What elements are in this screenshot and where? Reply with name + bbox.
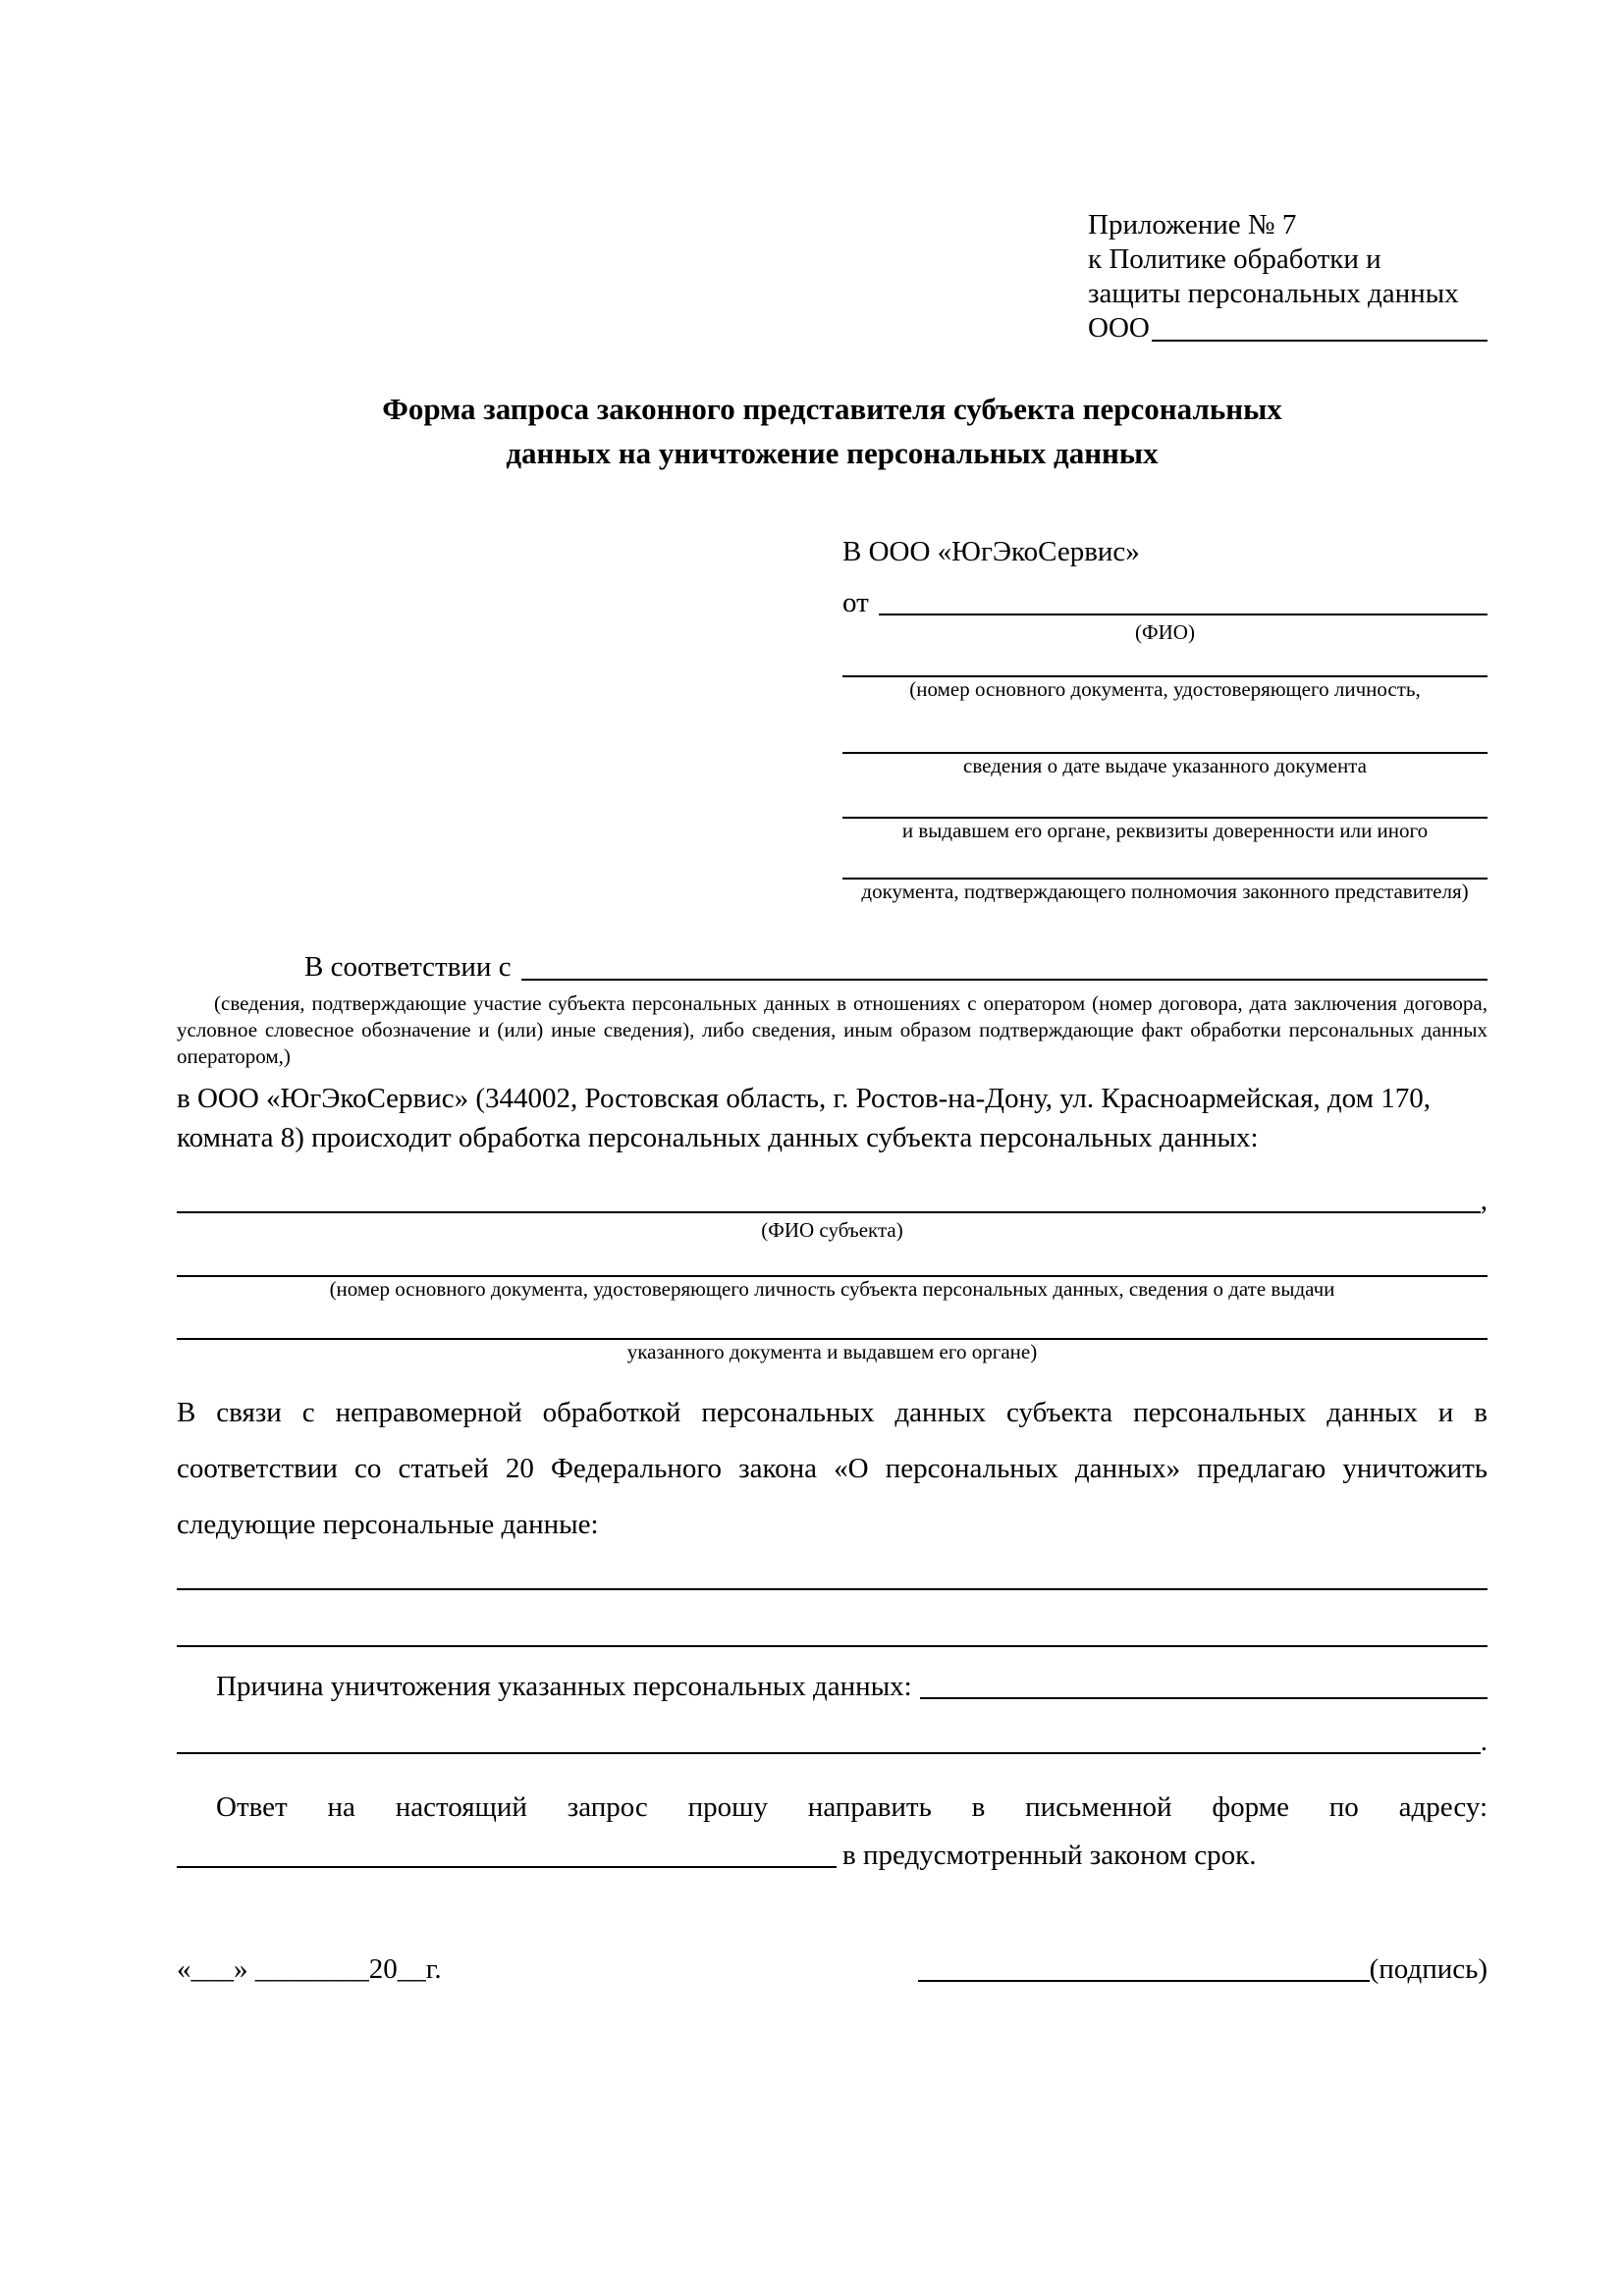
data-blank-line-1 [177, 1553, 1488, 1590]
data-blank-line-2 [177, 1590, 1488, 1647]
subject-doc-blank-line-2 [177, 1301, 1488, 1340]
demand-paragraph: В связи с неправомерной обработкой персональных данных субъекта персональных данных и в соответствии со статьей 20 Федерального закона «О персональных данных» предлагаю уничтожить следующие персональные данные: [177, 1397, 1488, 1540]
subject-doc-caption-1: (номер основного документа, удостоверяющего личность субъекта персональных данных, сведения о дате выдачи [329, 1277, 1335, 1301]
identity-caption-2: сведения о дате выдаче указанного документа [963, 754, 1367, 777]
addressee-block [842, 534, 1488, 903]
accordance-blank-line [521, 948, 1488, 981]
addressee-from-row [842, 585, 1488, 620]
annex-ooo-blank-line [1152, 340, 1488, 342]
operator-paragraph: в ООО «ЮгЭкоСервис» (344002, Ростовская область, г. Ростов-на-Дону, ул. Красноармейская, дом 170, комната 8) происходит обработка персональных данных субъекта персональных данных: [177, 1083, 1431, 1153]
annex-line-1: Приложение № 7 [1088, 209, 1297, 240]
reason-label: Причина уничтожения указанных персональных данных: [216, 1671, 912, 1702]
signature-blank-line [918, 1951, 1370, 1982]
annex-header [1088, 0, 1488, 346]
subject-doc-blank-line-1 [177, 1242, 1488, 1277]
page-title-line-2: данных на уничтожение персональных данных [506, 436, 1159, 470]
footer-spacer [442, 1951, 918, 1987]
page-title-line-1: Форма запроса законного представителя субъекта персональных [382, 392, 1282, 426]
addressee-from-label: от [842, 587, 869, 618]
accordance-indent [177, 948, 304, 986]
response-address-row [177, 1838, 1488, 1873]
annex-line-2: к Политике обработки и [1088, 243, 1381, 275]
identity-caption-1: (номер основного документа, удостоверяющего личность, [909, 677, 1421, 701]
from-blank-line [879, 585, 1488, 615]
subject-fio-caption: (ФИО субъекта) [761, 1218, 903, 1242]
response-paragraph: Ответ на настоящий запрос прошу направить в письменной форме по адресу: [216, 1791, 1488, 1823]
identity-blank-line-1 [842, 644, 1488, 677]
response-address-blank-line [177, 1838, 837, 1868]
addressee-to: В ООО «ЮгЭкоСервис» [842, 536, 1140, 567]
accordance-note: (сведения, подтверждающие участие субъекта персональных данных в отношениях с оператором (номер договора, дата заключения договора, условное словесное обозначение и (или) иные сведения), либо сведения, иным образом подтверждающие факт обработки персональных данных оператором,) [177, 991, 1488, 1068]
annex-line-3: защиты персональных данных [1088, 278, 1459, 309]
annex-ooo-label: ООО [1088, 312, 1150, 344]
subject-fio-blank-line [177, 1183, 1481, 1213]
subject-comma: , [1480, 1185, 1488, 1216]
accordance-row [177, 948, 1488, 986]
accordance-label: В соответствии с [304, 951, 512, 983]
date-line: «___» ________20__г. [177, 1953, 442, 1985]
fio-caption: (ФИО) [1135, 620, 1195, 644]
page-title [177, 387, 1488, 475]
reason-period: . [1480, 1726, 1488, 1757]
response-suffix: в предусмотренный законом срок. [842, 1840, 1257, 1871]
reason-continuation-row [177, 1724, 1488, 1759]
annex-ooo-row [1088, 311, 1488, 346]
identity-blank-line-2 [842, 701, 1488, 754]
identity-caption-3: и выдавшем его органе, реквизиты доверенности или иного [901, 819, 1429, 842]
reason-blank-line [920, 1669, 1488, 1699]
identity-caption-4: документа, подтверждающего полномочия законного представителя) [861, 880, 1469, 903]
reason-continuation-blank-line [177, 1724, 1481, 1754]
reason-indent [177, 1669, 216, 1704]
footer-row [177, 1951, 1488, 1987]
identity-blank-line-3 [842, 777, 1488, 819]
subject-doc-caption-2: указанного документа и выдавшем его органе) [626, 1340, 1038, 1363]
subject-fio-row [177, 1183, 1488, 1218]
reason-row [177, 1669, 1488, 1704]
document-content [177, 0, 1488, 1987]
signature-caption: (подпись) [1369, 1953, 1488, 1985]
identity-blank-line-4 [842, 842, 1488, 880]
